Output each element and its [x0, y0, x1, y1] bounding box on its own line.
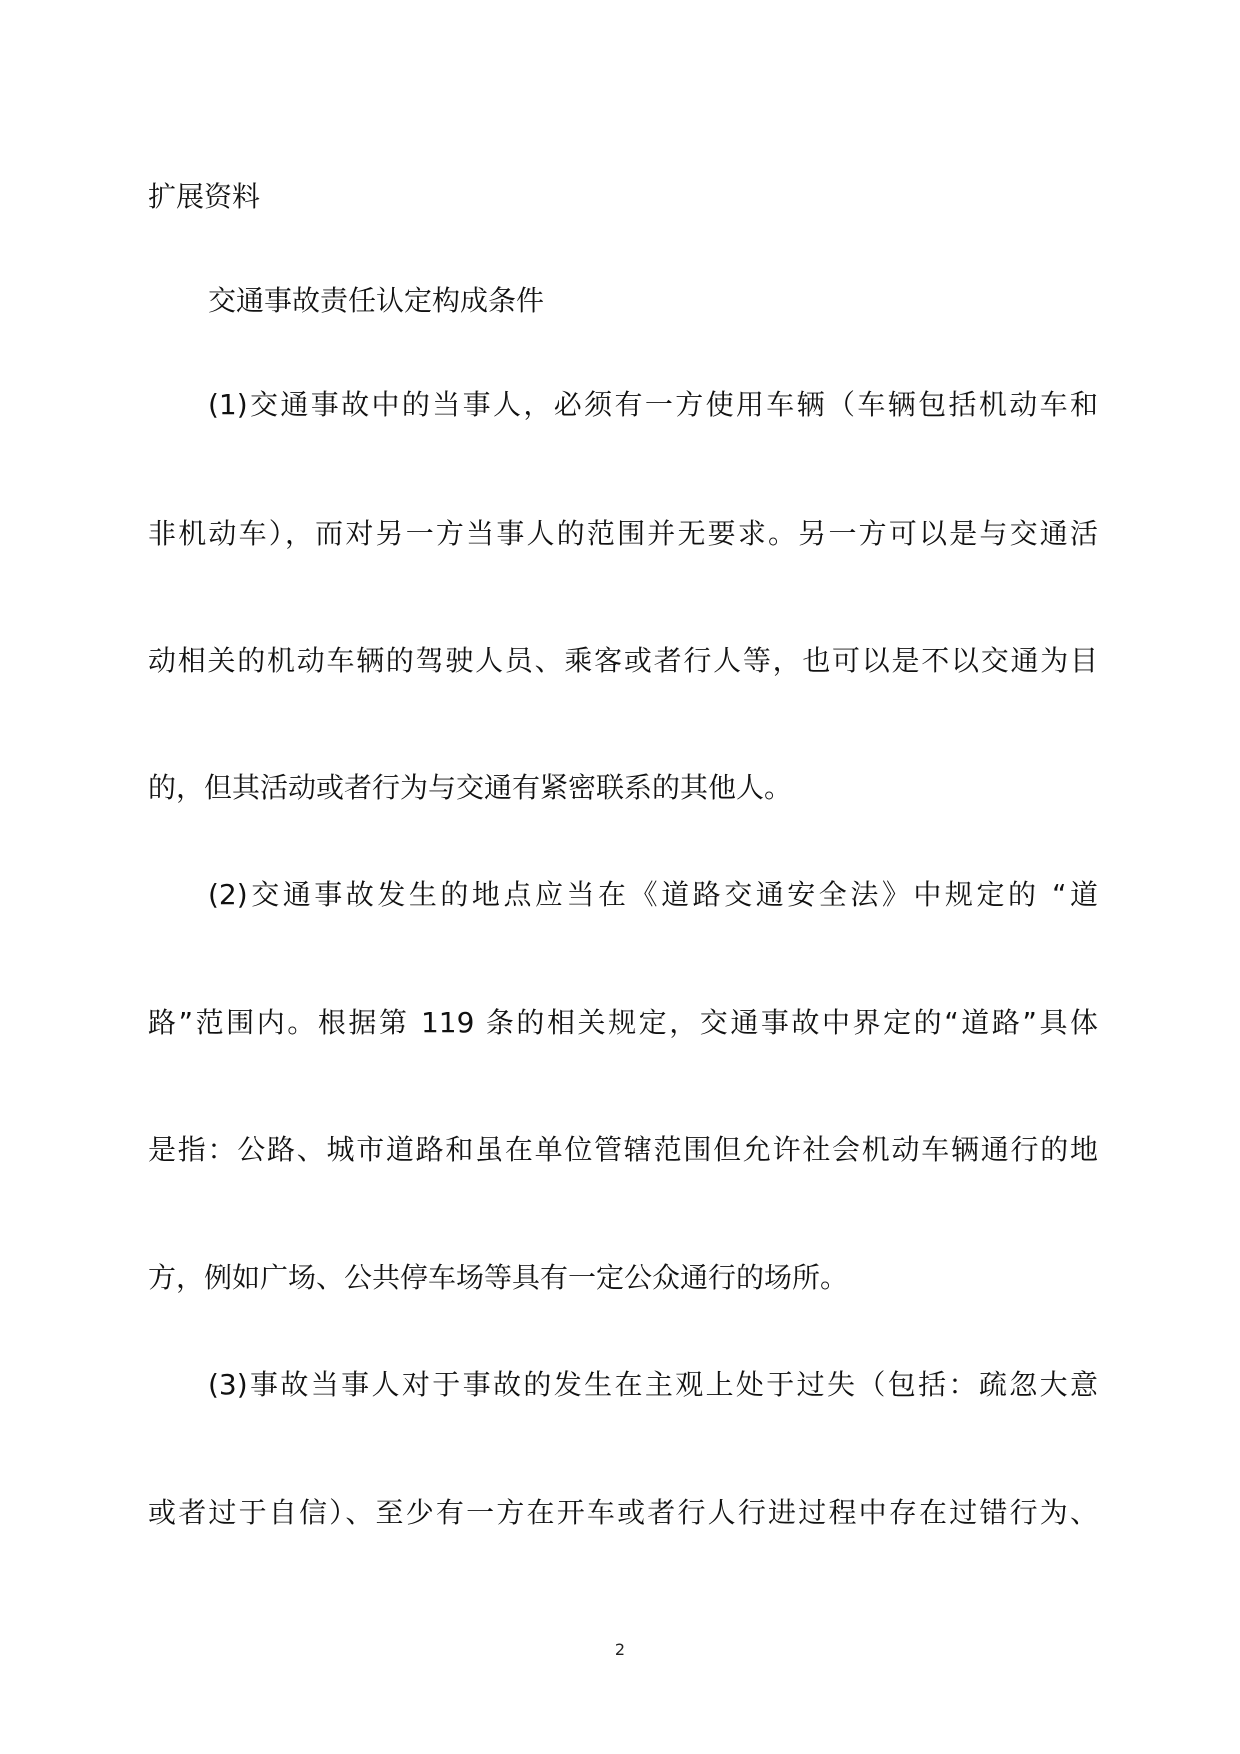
document-subtitle: 交通事故责任认定构成条件 [208, 284, 545, 317]
page-number: 2 [614, 1640, 626, 1659]
section-heading: 扩展资料 [148, 180, 261, 213]
paragraph-2-line-1: (2)交通事故发生的地点应当在《道路交通安全法》中规定的 “道 [208, 878, 1098, 911]
paragraph-2-line-2: 路”范围内。根据第 119 条的相关规定，交通事故中界定的“道路”具体 [148, 1006, 1098, 1039]
paragraph-2-line-3: 是指：公路、城市道路和虽在单位管辖范围但允许社会机动车辆通行的地 [148, 1133, 1098, 1166]
paragraph-3-line-1: (3)事故当事人对于事故的发生在主观上处于过失（包括：疏忽大意 [208, 1368, 1098, 1401]
paragraph-3-line-2: 或者过于自信）、至少有一方在开车或者行人行进过程中存在过错行为、 [148, 1496, 1098, 1529]
paragraph-1-line-4: 的，但其活动或者行为与交通有紧密联系的其他人。 [148, 771, 793, 804]
paragraph-2-line-4: 方，例如广场、公共停车场等具有一定公众通行的场所。 [148, 1261, 849, 1294]
paragraph-1-line-1: (1)交通事故中的当事人，必须有一方使用车辆（车辆包括机动车和 [208, 388, 1098, 421]
paragraph-1-line-3: 动相关的机动车辆的驾驶人员、乘客或者行人等，也可以是不以交通为目 [148, 644, 1098, 677]
paragraph-1-line-2: 非机动车），而对另一方当事人的范围并无要求。另一方可以是与交通活 [148, 517, 1098, 550]
